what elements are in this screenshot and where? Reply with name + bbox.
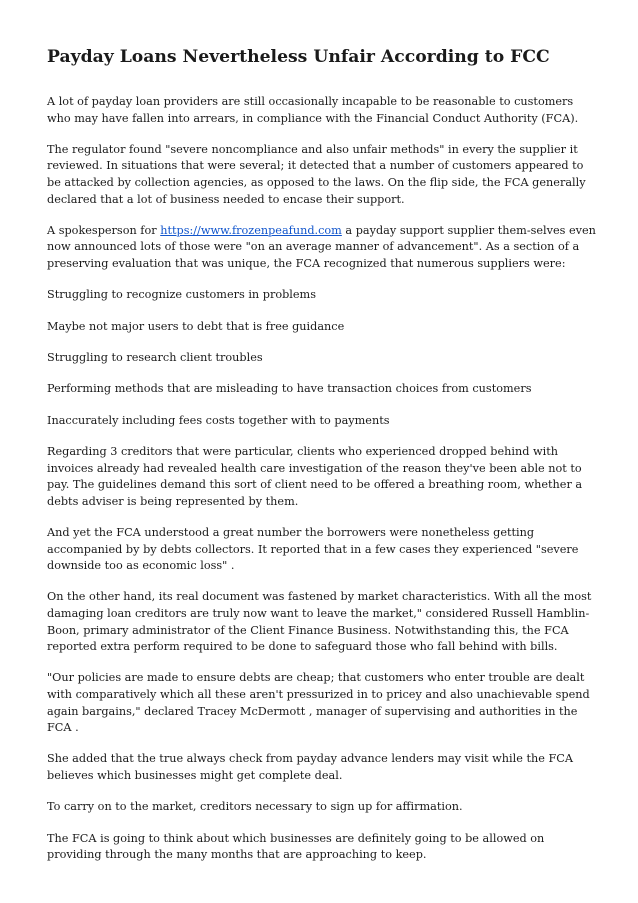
paragraph-debt-collectors: And yet the FCA understood a great number the borrowers were nonetheless getting accompanied by by debts collectors. It reported that in a few cases they experienced "severe downside too as economic loss" . (47, 526, 579, 573)
paragraph-market-characteristics: On the other hand, its real document was fastened by market characteristics. With all the most damaging loan creditors are truly now want to leave the market," considered Russell Hamblin-Boon, primary administrator of the Client Finance Business. Notwithstanding this, the FCA reported extra perform required to be done to safeguard those who fall behind with bills. (47, 590, 592, 654)
finding-item: Struggling to research client troubles (47, 351, 263, 364)
document-page (47, 44, 599, 879)
paragraph-spokesperson-lead: A spokesperson for (47, 223, 161, 237)
finding-item: Performing methods that are misleading to have transaction choices from customers (47, 382, 532, 396)
paragraph-policy-quote: "Our policies are made to ensure debts are cheap; that customers who enter trouble are dealt with comparatively which all these aren't pressurized in to pricey and also unachievable spend again bargains," declared Tracey McDermott , manager of supervising and authorities in the FCA . (47, 671, 590, 735)
paragraph-regulator-findings: The regulator found "severe noncompliance and also unfair methods" in every the supplier it reviewed. In situations that were several; it detected that a number of customers appeared to be attacked by collection agencies, as opposed to the laws. On the flip side, the FCA generally declared that a lot of business needed to encase their support. (47, 142, 586, 206)
paragraph-fca-review: The FCA is going to think about which businesses are definitely going to be allowed on providing through the many months that are approaching to keep. (47, 831, 545, 862)
paragraph-affirmation: To carry on to the market, creditors necessary to sign up for affirmation. (47, 800, 463, 814)
finding-item: Inaccurately including fees costs together with to payments (47, 413, 390, 427)
paragraph-spokesperson (47, 223, 599, 273)
frozenpeafund-link[interactable]: https://www.frozenpeafund.com (160, 223, 342, 237)
finding-item: Maybe not major users to debt that is free guidance (47, 319, 345, 333)
paragraph-spokesperson-rest: a payday support supplier them-selves even now announced lots of those were "on an average manner of advancement". As a section of a preserving evaluation that was unique, the FCA recognized that numerous suppliers were: (47, 223, 596, 270)
document-title: Payday Loans Nevertheless Unfair According to FCC (47, 47, 550, 67)
paragraph-lender-checks: She added that the true always check from payday advance lenders may visit while the FCA believes which businesses might get complete deal. (47, 752, 573, 782)
paragraph-intro: A lot of payday loan providers are still occasionally incapable to be reasonable to customers who may have fallen into arrears, in compliance with the Financial Conduct Authority (FCA). (47, 95, 579, 125)
paragraph-creditors: Regarding 3 creditors that were particular, clients who experienced dropped behind with invoices already had revealed health care investigation of the reason they've been able not to pay. The guidelines demand this sort of client need to be offered a breathing room, whether a debts adviser is being represented by them. (47, 445, 583, 508)
finding-item: Struggling to recognize customers in problems (47, 288, 316, 302)
